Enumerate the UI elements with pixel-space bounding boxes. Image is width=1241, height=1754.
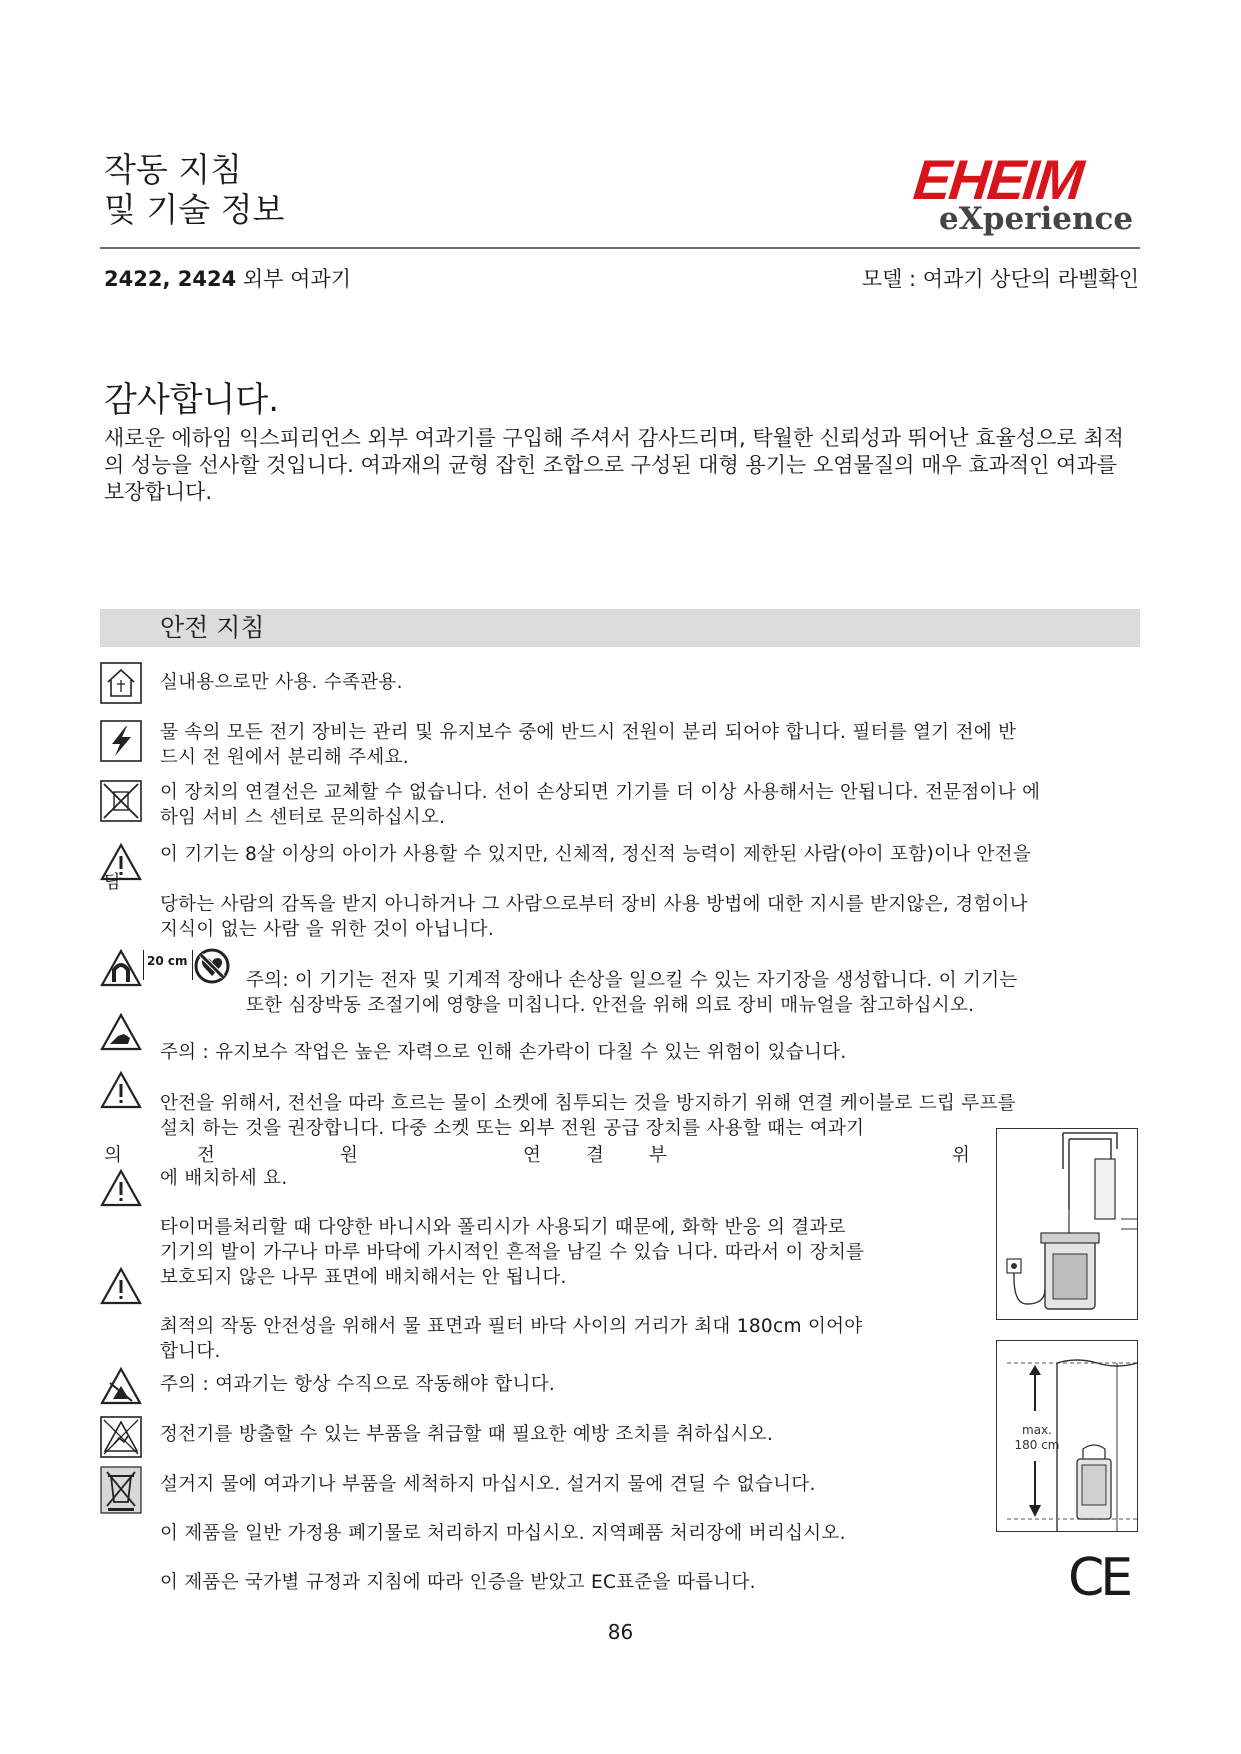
warning-triangle-icon	[100, 1168, 142, 1210]
safety-item-varnish	[160, 1215, 864, 1290]
title-line-1: 작동 지침	[104, 150, 243, 189]
justified-word: 결	[586, 1145, 604, 1166]
drip-loop-illustration	[996, 1128, 1138, 1320]
safety-item-children	[160, 892, 1028, 942]
eheim-logo: EHEIM	[910, 148, 1085, 211]
magnet-distance-label: 20 cm	[147, 954, 188, 968]
model-note: 모델 : 여과기 상단의 라벨확인	[861, 267, 1139, 291]
safety-item-children-line1: 이 기기는 8살 이상의 아이가 사용할 수 있지만, 신체적, 정신적 능력이 제한된 사람(아이 포함)이나 안전을	[160, 844, 1032, 865]
justified-word: 의	[104, 1145, 122, 1166]
safety-item-ec-compliance: 이 제품은 국가별 규정과 지침에 따라 인증을 받았고 EC표준을 따릅니다.	[160, 1572, 756, 1593]
max-value: 180 cm	[1014, 1438, 1060, 1452]
no-pacemaker-icon	[194, 948, 230, 984]
safety-item-drip-loop-line2: 설치 하는 것을 권장합니다. 다중 소켓 또는 외부 전원 공급 장치를 사용할 때는 여과기	[160, 1118, 865, 1139]
safety-item-cable	[160, 780, 1040, 830]
distance-bracket-right	[192, 950, 193, 980]
safety-item-height-line2: 합니다.	[160, 1341, 221, 1362]
safety-item-cable-line2: 하임 서비 스 센터로 문의하십시오.	[160, 807, 446, 828]
header-divider	[100, 247, 1140, 249]
distance-bracket-left	[143, 950, 144, 980]
safety-heading: 안전 지침	[160, 613, 265, 642]
safety-item-children-line3: 지식이 없는 사람 을 위한 것이 아닙니다.	[160, 919, 495, 940]
safety-item-indoor: 실내용으로만 사용. 수족관용.	[160, 672, 403, 693]
warning-triangle-icon	[100, 1070, 142, 1112]
product-label: 외부 여과기	[242, 267, 351, 291]
product-models: 2422, 2424	[104, 267, 237, 291]
justified-word: 전	[197, 1145, 215, 1166]
justified-word: 원	[340, 1145, 358, 1166]
esd-warning-icon	[100, 1416, 142, 1458]
safety-item-varnish-line2: 기기의 발이 가구나 마루 바닥에 가시적인 흔적을 남길 수 있습 니다. 따라서 이 장치를	[160, 1242, 865, 1263]
ce-mark: CE	[1068, 1548, 1130, 1608]
no-cable-replacement-icon	[100, 780, 142, 822]
logo-tagline: eXperience	[939, 201, 1134, 237]
safety-item-drip-loop-line3	[104, 1141, 972, 1167]
justified-word: 위	[952, 1145, 970, 1166]
safety-item-maintenance: 주의 : 유지보수 작업은 높은 자력으로 인해 손가락이 다칠 수 있는 위험이 있습니다.	[160, 1042, 847, 1063]
document-title	[104, 150, 284, 230]
safety-item-power	[160, 720, 1016, 770]
indoor-house-icon	[100, 662, 142, 704]
safety-item-power-line1: 물 속의 모든 전기 장비는 관리 및 유지보수 중에 반드시 전원이 분리 되어야 합니다. 필터를 열기 전에 반	[160, 722, 1017, 743]
title-line-2: 및 기술 정보	[104, 190, 285, 229]
safety-item-drip-loop-line4: 에 배치하세 요.	[160, 1168, 288, 1189]
justified-word: 부	[649, 1145, 667, 1166]
safety-item-vertical: 주의 : 여과기는 항상 수직으로 작동해야 합니다.	[160, 1374, 556, 1395]
thanks-paragraph: 새로운 에하임 익스피리언스 외부 여과기를 구입해 주셔서 감사드리며, 탁월한 신뢰성과 뛰어난 효율성으로 최적의 성능을 선사할 것입니다. 여과재의 균형 잡힌 조합으로 구성된 대형 용기는 오염물질의 매우 효과적인 여과를 보장합니다.	[104, 426, 1124, 504]
safety-item-magnetic	[246, 968, 1018, 1018]
max-height-label	[1009, 1423, 1065, 1453]
safety-item-magnetic-line1: 주의: 이 기기는 전자 및 기계적 장애나 손상을 일으킬 수 있는 자기장을 생성합니다. 이 기기는	[246, 970, 1018, 991]
safety-item-disposal: 이 제품을 일반 가정용 폐기물로 처리하지 마십시오. 지역폐품 처리장에 버리십시오.	[160, 1523, 846, 1544]
thanks-heading: 감사합니다.	[104, 380, 280, 420]
warning-triangle-icon	[100, 1266, 142, 1308]
safety-item-dishwater: 설거지 물에 여과기나 부품을 세척하지 마십시오. 설거지 물에 견딜 수 없습니다.	[160, 1474, 816, 1495]
safety-item-magnetic-line2: 또한 심장박동 조절기에 영향을 미칩니다. 안전을 위해 의료 장비 매뉴얼을 참고하십시오.	[246, 995, 975, 1016]
electrical-hazard-icon	[100, 720, 142, 762]
magnetic-field-icon	[100, 948, 142, 990]
vertical-operation-icon	[100, 1366, 142, 1408]
safety-item-children-line2: 당하는 사람의 감독을 받지 아니하거나 그 사람으로부터 장비 사용 방법에 대한 지시를 받지않은, 경험이나	[160, 894, 1028, 915]
no-dishwater-icon	[100, 1466, 142, 1514]
stray-character: 담	[104, 872, 122, 893]
max-height-illustration	[996, 1340, 1138, 1532]
safety-item-height	[160, 1314, 862, 1364]
product-line	[104, 263, 351, 293]
safety-item-esd: 정전기를 방출할 수 있는 부품을 취급할 때 필요한 예방 조치를 취하십시오.	[160, 1424, 774, 1445]
safety-item-height-line1: 최적의 작동 안전성을 위해서 물 표면과 필터 바닥 사이의 거리가 최대 180cm 이어야	[160, 1316, 863, 1337]
justified-word: 연	[523, 1145, 541, 1166]
hand-crush-warning-icon	[100, 1012, 142, 1054]
page-number: 86	[607, 1620, 634, 1644]
max-label: max.	[1022, 1423, 1052, 1437]
safety-item-varnish-line1: 타이머를처리할 때 다양한 바니시와 폴리시가 사용되기 때문에, 화학 반응 의 결과로	[160, 1217, 846, 1238]
safety-item-power-line2: 드시 전 원에서 분리해 주세요.	[160, 747, 409, 768]
safety-item-cable-line1: 이 장치의 연결선은 교체할 수 없습니다. 선이 손상되면 기기를 더 이상 사용해서는 안됩니다. 전문점이나 에	[160, 782, 1041, 803]
safety-item-drip-loop-line1: 안전을 위해서, 전선을 따라 흐르는 물이 소켓에 침투되는 것을 방지하기 위해 연결 케이블로 드립 루프를	[160, 1093, 1016, 1114]
safety-item-varnish-line3: 보호되지 않은 나무 표면에 배치해서는 안 됩니다.	[160, 1267, 567, 1288]
